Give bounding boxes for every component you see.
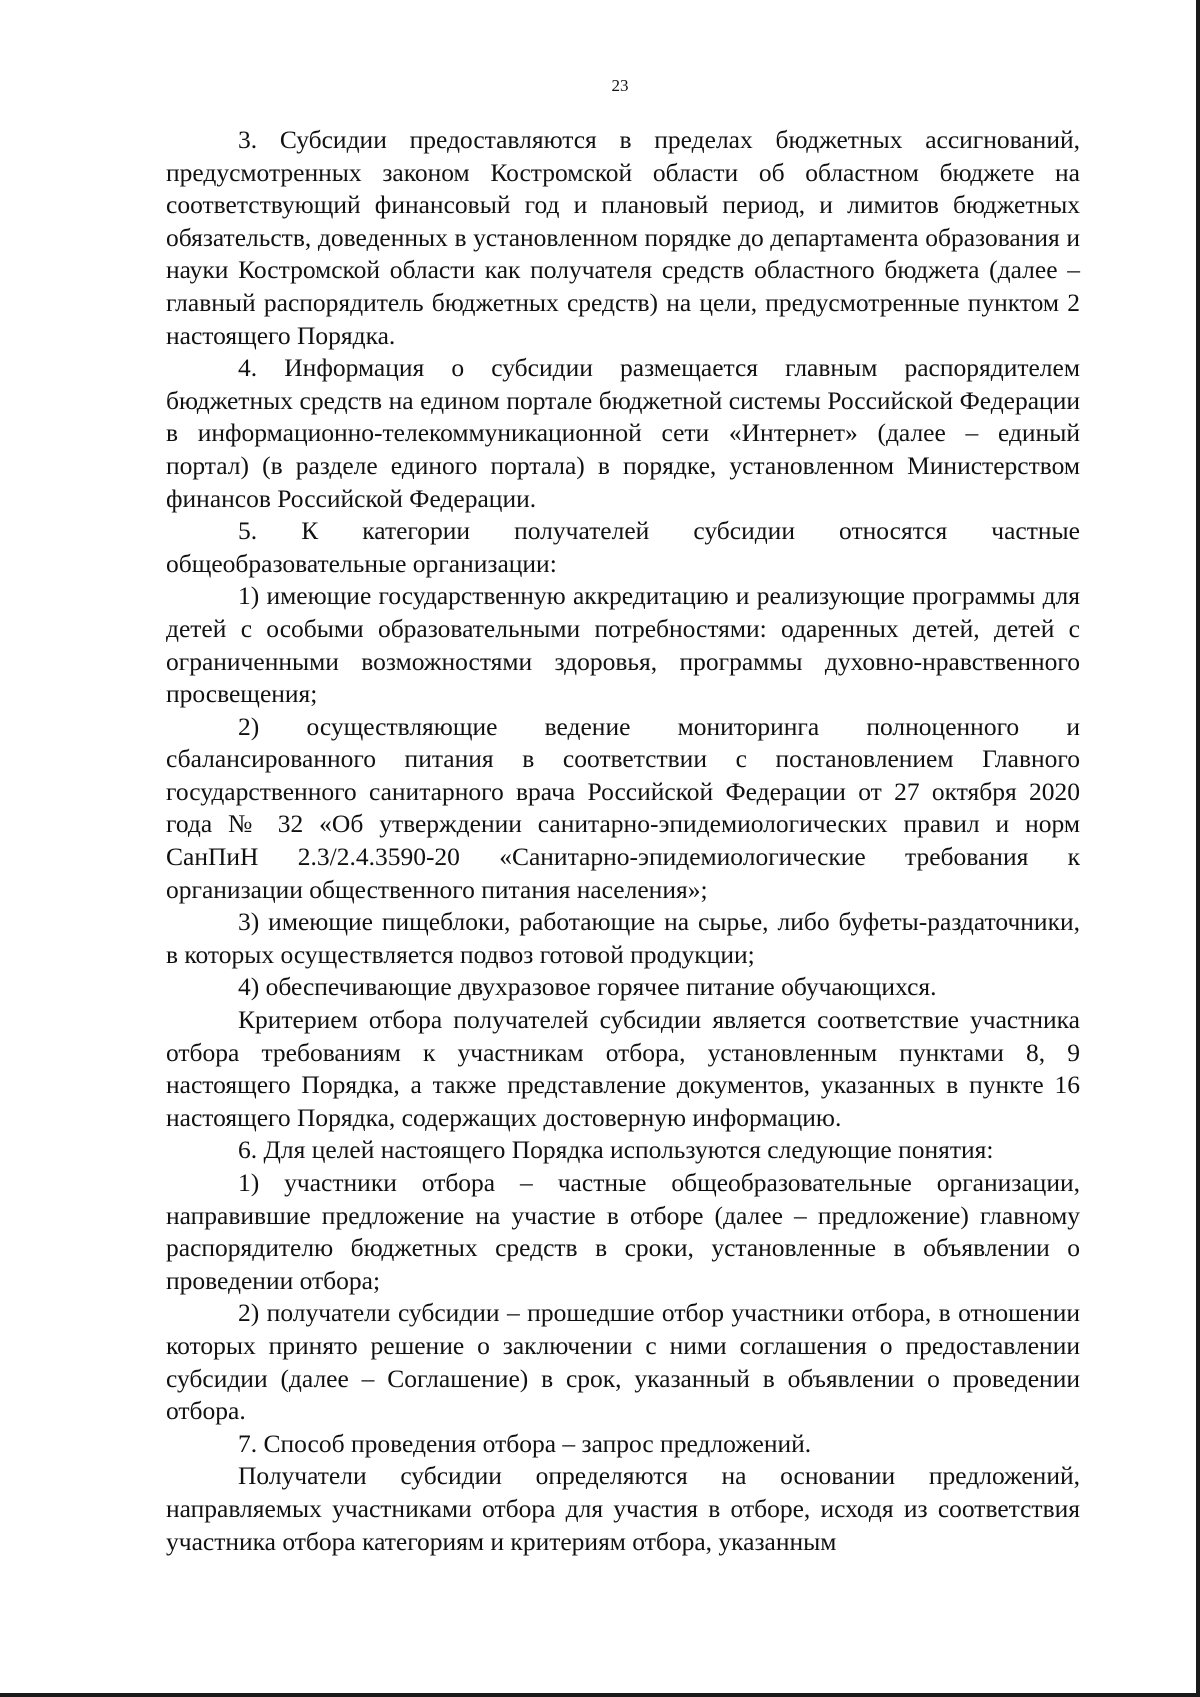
paragraph-6-item-2: 2) получатели субсидии – прошедшие отбор участники отбора, в отношении которых принято решение о заключении с ними соглашения о предоставлении субсидии (далее – Соглашение) в срок, указанный в объявлении о проведении отбора.	[166, 1298, 1080, 1426]
paragraph-5-item-1: 1) имеющие государственную аккредитацию и реализующие программы для детей с особыми образовательными потребностями: одаренных детей, детей с ограниченными возможностями здоровья, программы духовно-нравственного просвещения;	[166, 581, 1080, 709]
paragraph-5-item-4: 4) обеспечивающие двухразовое горячее питание обучающихся.	[238, 972, 937, 1002]
paragraph-5-item-2: 2) осуществляющие ведение мониторинга полноценного и сбалансированного питания в соответствии с постановлением Главного государственного санитарного врача Российской Федерации от 27 октября 2020 года № 32 «Об утверждении санитарно-эпидемиологических правил и норм СанПиН 2.3/2.4.3590-20 «Санитарно-эпидемиологические требования к организации общественного питания населения»;	[166, 711, 1080, 904]
document-body	[166, 124, 1080, 1558]
paragraph-6-item-1: 1) участники отбора – частные общеобразовательные организации, направившие предложение на участие в отборе (далее – предложение) главному распорядителю бюджетных средств в сроки, установленные в объявлении о проведении отбора;	[166, 1168, 1080, 1295]
paragraph-6: 6. Для целей настоящего Порядка используются следующие понятия:	[238, 1135, 994, 1165]
paragraph-4: 4. Информация о субсидии размещается главным распорядителем бюджетных средств на едином портале бюджетной системы Российской Федерации в информационно-телекоммуникационной сети «Интернет» (далее – единый портал) (в разделе единого портала) в порядке, установленном Министерством финансов Российской Федерации.	[166, 353, 1080, 513]
paragraph-3: 3. Субсидии предоставляются в пределах бюджетных ассигнований, предусмотренных законом Костромской области об областном бюджете на соответствующий финансовый год и плановый период, и лимитов бюджетных обязательств, доведенных в установленном порядке до департамента образования и науки Костромской области как получателя средств областного бюджета (далее – главный распорядитель бюджетных средств) на цели, предусмотренные пунктом 2 настоящего Порядка.	[166, 125, 1080, 350]
paragraph-7: 7. Способ проведения отбора – запрос предложений.	[238, 1428, 812, 1458]
scan-edge-right	[1196, 0, 1200, 1697]
page-number: 23	[611, 76, 629, 95]
recipients-determination-paragraph: Получатели субсидии определяются на основании предложений, направляемых участниками отбора для участия в отборе, исходя из соответствия участника отбора категориям и критериям отбора, указанным	[166, 1461, 1080, 1556]
selection-criterion-paragraph: Критерием отбора получателей субсидии является соответствие участника отбора требованиям к участникам отбора, установленным пунктами 8, 9 настоящего Порядка, а также представление документов, указанных в пункте 16 настоящего Порядка, содержащих достоверную информацию.	[166, 1005, 1080, 1132]
scan-edge-bottom	[0, 1693, 1200, 1697]
paragraph-5-item-3: 3) имеющие пищеблоки, работающие на сырье, либо буфеты-раздаточники, в которых осуществляется подвоз готовой продукции;	[166, 907, 1080, 969]
paragraph-5: 5. К категории получателей субсидии относятся частные общеобразовательные организации:	[166, 516, 1080, 578]
